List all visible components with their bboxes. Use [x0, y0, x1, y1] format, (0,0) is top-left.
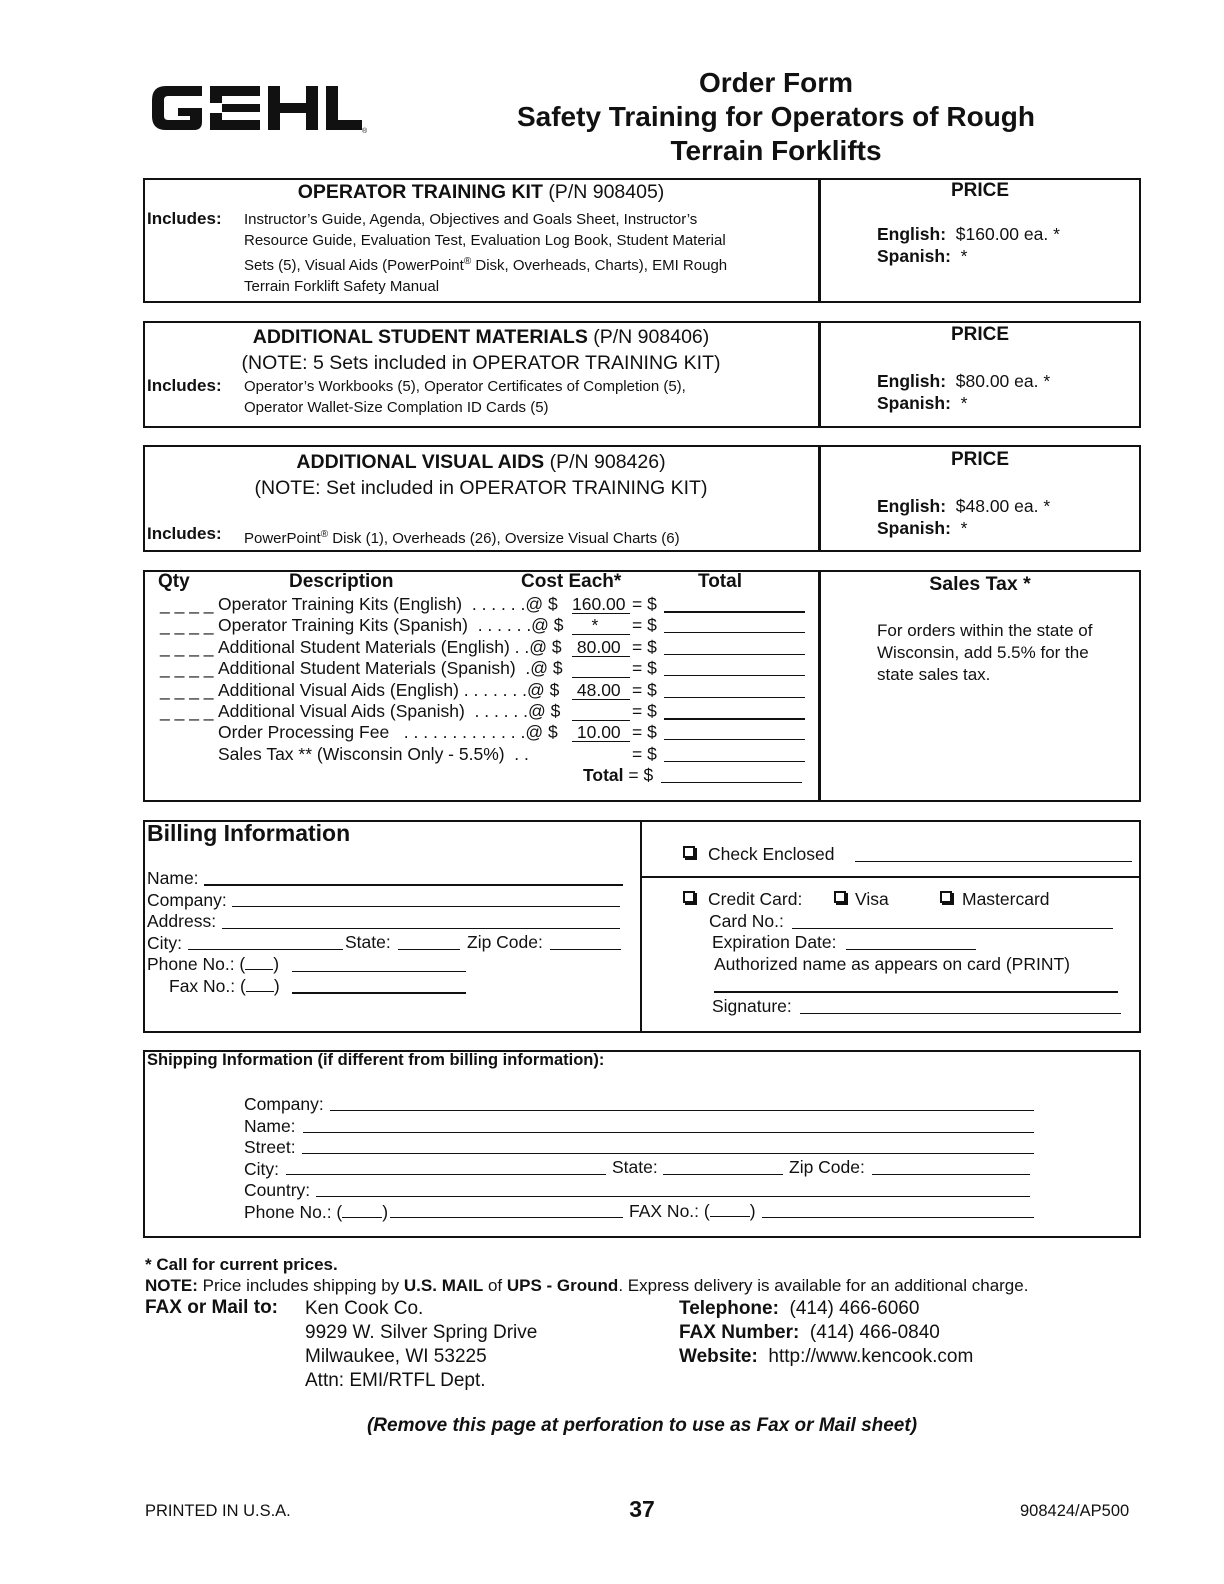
kit-title: [143, 181, 819, 204]
order-description: Order Processing Fee . . . . . . . . . . . . .@ $: [218, 722, 558, 742]
shipping-phone-label: Phone No.: (: [244, 1201, 343, 1222]
order-equals: = $: [632, 680, 657, 700]
order-qty-field[interactable]: _ _ _ _: [160, 615, 214, 635]
order-row: [160, 722, 631, 743]
address-line: 9929 W. Silver Spring Drive: [305, 1322, 538, 1343]
cost-header: Cost Each*: [521, 571, 622, 592]
call-note: * Call for current prices.: [145, 1255, 338, 1274]
card-no-field[interactable]: [792, 928, 1113, 929]
page-number: 37: [629, 1496, 655, 1522]
student-prices: [877, 370, 1050, 414]
billing-city-field[interactable]: [188, 949, 343, 950]
kit-pn: (P/N 908405): [548, 181, 665, 203]
fax-number-label: FAX Number:: [679, 1322, 800, 1343]
visual-name: ADDITIONAL VISUAL AIDS: [296, 451, 545, 473]
shipping-state-label: State:: [612, 1157, 658, 1177]
shipping-zip-label: Zip Code:: [789, 1157, 865, 1177]
billing-name-field[interactable]: [204, 884, 623, 886]
shipping-heading: Shipping Information (if different from billing information):: [147, 1051, 605, 1069]
description-header: Description: [289, 571, 394, 592]
billing-section: [143, 820, 1141, 1033]
kit-prices: [877, 223, 1060, 267]
order-cost-each: 48.00: [572, 680, 630, 700]
billing-address-field[interactable]: [222, 928, 620, 929]
website-label: Website:: [679, 1346, 758, 1367]
billing-city-label: City:: [147, 932, 182, 953]
order-description: Additional Student Materials (Spanish) .@ $: [218, 658, 563, 678]
address-line: Ken Cook Co.: [305, 1298, 424, 1319]
mail-address: [305, 1297, 537, 1393]
gehl-logo: [148, 80, 370, 136]
order-total-field[interactable]: [664, 675, 805, 676]
english-label: English:: [877, 224, 947, 244]
order-qty-field[interactable]: _ _ _ _: [160, 680, 214, 700]
shipping-city-label: City:: [244, 1158, 279, 1179]
billing-phone-field[interactable]: [292, 971, 466, 972]
kit-includes-line: Resource Guide, Evaluation Test, Evaluation Log Book, Student Material: [244, 232, 726, 249]
student-name: ADDITIONAL STUDENT MATERIALS: [252, 326, 588, 348]
billing-phone-label: Phone No.: (: [147, 954, 246, 974]
order-row: [160, 637, 631, 658]
order-row: [160, 615, 631, 636]
includes-label: Includes:: [147, 524, 222, 543]
order-qty-field[interactable]: _ _ _ _: [160, 637, 214, 657]
order-description: Operator Training Kits (English) . . . . . .@ $: [218, 594, 558, 614]
signature-field[interactable]: [800, 1013, 1121, 1014]
credit-card-label: Credit Card:: [708, 889, 803, 909]
spanish-price: *: [960, 518, 968, 538]
order-description: Sales Tax ** (Wisconsin Only - 5.5%) . .: [218, 744, 529, 764]
visual-prices: [877, 495, 1050, 539]
student-includes: [244, 376, 686, 418]
student-includes-line: Operator’s Workbooks (5), Operator Certificates of Completion (5),: [244, 378, 686, 395]
expiration-field[interactable]: [846, 949, 976, 950]
shipping-city-field[interactable]: [286, 1174, 606, 1175]
price-heading: PRICE: [950, 324, 1010, 345]
billing-labels: Name: Company: Address: City: Phone No.: ( ) Fax No.: ( ): [147, 868, 280, 996]
shipping-state-field[interactable]: [663, 1174, 783, 1175]
billing-company-field[interactable]: [232, 906, 620, 907]
order-equals: = $: [632, 594, 657, 614]
order-cost-each: 10.00: [572, 722, 630, 742]
fax-mail-label: FAX or Mail to:: [145, 1297, 278, 1318]
order-row: [160, 701, 631, 722]
website-link[interactable]: http://www.kencook.com: [768, 1346, 974, 1367]
english-price: $160.00 ea. *: [955, 224, 1060, 244]
card-no-label: Card No.:: [709, 911, 784, 931]
order-total-field[interactable]: [664, 632, 805, 633]
qty-header: Qty: [158, 571, 190, 592]
printed-in: PRINTED IN U.S.A.: [145, 1502, 291, 1520]
shipping-street-field[interactable]: [302, 1153, 1034, 1154]
visual-note: (NOTE: Set included in OPERATOR TRAINING KIT): [254, 477, 708, 499]
shipping-labels: Company: Name: Street: City: Country: Phone No.: ( ): [244, 1094, 389, 1222]
check-enclosed-checkbox[interactable]: [683, 846, 695, 858]
billing-heading: Billing Information: [147, 820, 351, 846]
english-price: $80.00 ea. *: [955, 371, 1051, 391]
billing-zip-field[interactable]: [550, 949, 621, 950]
title-line-3: Terrain Forklifts: [670, 135, 882, 166]
order-equals: = $: [632, 722, 657, 742]
price-heading: PRICE: [950, 180, 1010, 201]
authorized-name-field[interactable]: [714, 991, 1118, 993]
title-line-1: Order Form: [698, 67, 854, 98]
shipping-company-field[interactable]: [330, 1110, 1034, 1111]
visual-pn: (P/N 908426): [549, 451, 666, 473]
divider: [640, 820, 642, 1033]
sales-tax-line: For orders within the state of: [877, 621, 1093, 640]
shipping-company-label: Company:: [244, 1094, 324, 1114]
visual-includes: [244, 524, 680, 549]
spanish-price: *: [960, 246, 968, 266]
order-qty-field[interactable]: _ _ _ _: [160, 701, 214, 721]
shipping-note: NOTE: Price includes shipping by U.S. MAIL of UPS - Ground. Express delivery is available for an additional charge.: [145, 1276, 1029, 1295]
billing-zip-label: Zip Code:: [467, 932, 543, 952]
billing-company-label: Company:: [147, 889, 227, 910]
order-row: [160, 680, 631, 701]
order-equals: = $: [632, 637, 657, 657]
english-label: English:: [877, 496, 947, 516]
shipping-name-field[interactable]: [303, 1132, 1034, 1133]
check-enclosed-field[interactable]: [855, 861, 1132, 862]
price-heading: PRICE: [950, 449, 1010, 470]
shipping-zip-field[interactable]: [872, 1174, 1030, 1175]
billing-fax-label: Fax No.: (: [169, 975, 246, 996]
sales-tax-line: Wisconsin, add 5.5% for the: [877, 643, 1089, 662]
includes-label: Includes:: [147, 376, 222, 395]
visual-title: [143, 449, 819, 501]
address-line: Attn: EMI/RTFL Dept.: [305, 1370, 486, 1391]
telephone-label: Telephone:: [679, 1298, 779, 1319]
kit-includes-line: Terrain Forklift Safety Manual: [244, 278, 440, 295]
spanish-price: *: [960, 393, 968, 413]
gehl-logo-mark: [148, 80, 370, 136]
spanish-label: Spanish:: [877, 246, 951, 266]
shipping-name-label: Name:: [244, 1115, 296, 1136]
kit-includes-line: Instructor’s Guide, Agenda, Objectives and Goals Sheet, Instructor’s: [244, 211, 698, 228]
student-title: [143, 324, 819, 376]
telephone-value: (414) 466-6060: [789, 1298, 920, 1319]
shipping-street-label: Street:: [244, 1137, 296, 1157]
check-enclosed-label: Check Enclosed: [708, 844, 835, 864]
visa-checkbox[interactable]: [834, 891, 846, 903]
document-code: 908424/AP500: [1020, 1502, 1130, 1520]
svg-text:®: ®: [362, 128, 368, 135]
shipping-country-label: Country:: [244, 1180, 311, 1200]
order-qty-field[interactable]: _ _ _ _: [160, 658, 214, 678]
title-line-2: Safety Training for Operators of Rough: [516, 101, 1036, 132]
kit-includes-line: Sets (5), Visual Aids (PowerPoint® Disk, Overheads, Charts), EMI Rough: [244, 256, 728, 274]
order-equals: = $: [632, 744, 657, 764]
order-row: [160, 594, 631, 615]
shipping-fax-field[interactable]: [762, 1217, 1034, 1218]
student-note: (NOTE: 5 Sets included in OPERATOR TRAINING KIT): [241, 352, 721, 374]
billing-name-label: Name:: [147, 868, 199, 888]
kit-name: OPERATOR TRAINING KIT: [297, 181, 543, 203]
visual-includes-line: PowerPoint® Disk (1), Overheads (26), Oversize Visual Charts (6): [244, 529, 680, 547]
order-description: Additional Visual Aids (English) . . . . . . .@ $: [218, 680, 560, 700]
billing-state-field[interactable]: [398, 949, 460, 950]
total-eq: = $: [628, 765, 654, 785]
shipping-fax-label: FAX No.: ( ): [629, 1201, 756, 1221]
kit-includes: [244, 209, 727, 297]
student-includes-line: Operator Wallet-Size Complation ID Cards (5): [244, 399, 549, 416]
english-label: English:: [877, 371, 947, 391]
order-cost-each: 160.00: [572, 594, 631, 614]
order-description: Operator Training Kits (Spanish) . . . . . .@ $: [218, 615, 564, 635]
spanish-label: Spanish:: [877, 393, 951, 413]
sales-tax-heading: Sales Tax *: [929, 573, 1031, 595]
order-total-field[interactable]: [664, 718, 805, 720]
shipping-phone-field[interactable]: [390, 1217, 623, 1218]
order-cost-each: [572, 658, 630, 678]
order-qty-field[interactable]: _ _ _ _: [160, 594, 214, 614]
credit-card-checkbox[interactable]: [683, 891, 695, 903]
total-label: Total: [583, 765, 624, 785]
order-equals: = $: [632, 615, 657, 635]
contact-info: [679, 1297, 973, 1369]
billing-address-label: Address:: [147, 911, 217, 931]
order-equals: = $: [632, 658, 657, 678]
order-cost-each: [572, 744, 630, 763]
order-description: Additional Student Materials (English) . .@ $: [218, 637, 562, 657]
order-row: [160, 658, 631, 679]
order-description: Additional Visual Aids (Spanish) . . . . . .@ $: [218, 701, 561, 721]
total-row: [583, 765, 653, 786]
order-cost-each: 80.00: [572, 637, 630, 657]
authorized-label: Authorized name as appears on card (PRINT): [714, 954, 1070, 974]
expiration-label: Expiration Date:: [712, 932, 837, 952]
divider: [818, 570, 821, 802]
mastercard-label: Mastercard: [962, 889, 1050, 909]
order-total-field[interactable]: [664, 761, 805, 762]
includes-label: Includes:: [147, 209, 222, 228]
mastercard-checkbox[interactable]: [940, 891, 952, 903]
remove-note: (Remove this page at perforation to use as Fax or Mail sheet): [366, 1415, 918, 1436]
student-pn: (P/N 908406): [593, 326, 710, 348]
spanish-label: Spanish:: [877, 518, 951, 538]
fax-number-value: (414) 466-0840: [809, 1322, 940, 1343]
order-equals: = $: [632, 701, 657, 721]
page-title: [470, 66, 1082, 168]
total-field[interactable]: [661, 782, 802, 783]
billing-fax-field[interactable]: [292, 992, 466, 994]
order-total-field[interactable]: [664, 654, 805, 655]
order-row: [160, 744, 631, 765]
total-header: Total: [698, 571, 742, 592]
divider: [641, 876, 1141, 878]
order-total-field[interactable]: [664, 611, 805, 613]
shipping-country-field[interactable]: [316, 1196, 1030, 1197]
order-total-field[interactable]: [664, 739, 805, 740]
english-price: $48.00 ea. *: [955, 496, 1051, 516]
sales-tax-line: state sales tax.: [877, 665, 991, 684]
address-line: Milwaukee, WI 53225: [305, 1346, 487, 1367]
sales-tax-note: [877, 620, 1092, 686]
order-cost-each: *: [572, 615, 630, 635]
signature-label: Signature:: [712, 996, 792, 1016]
visa-label: Visa: [855, 889, 889, 909]
billing-state-label: State:: [345, 932, 391, 952]
order-cost-each: [572, 701, 630, 721]
order-total-field[interactable]: [664, 697, 805, 698]
